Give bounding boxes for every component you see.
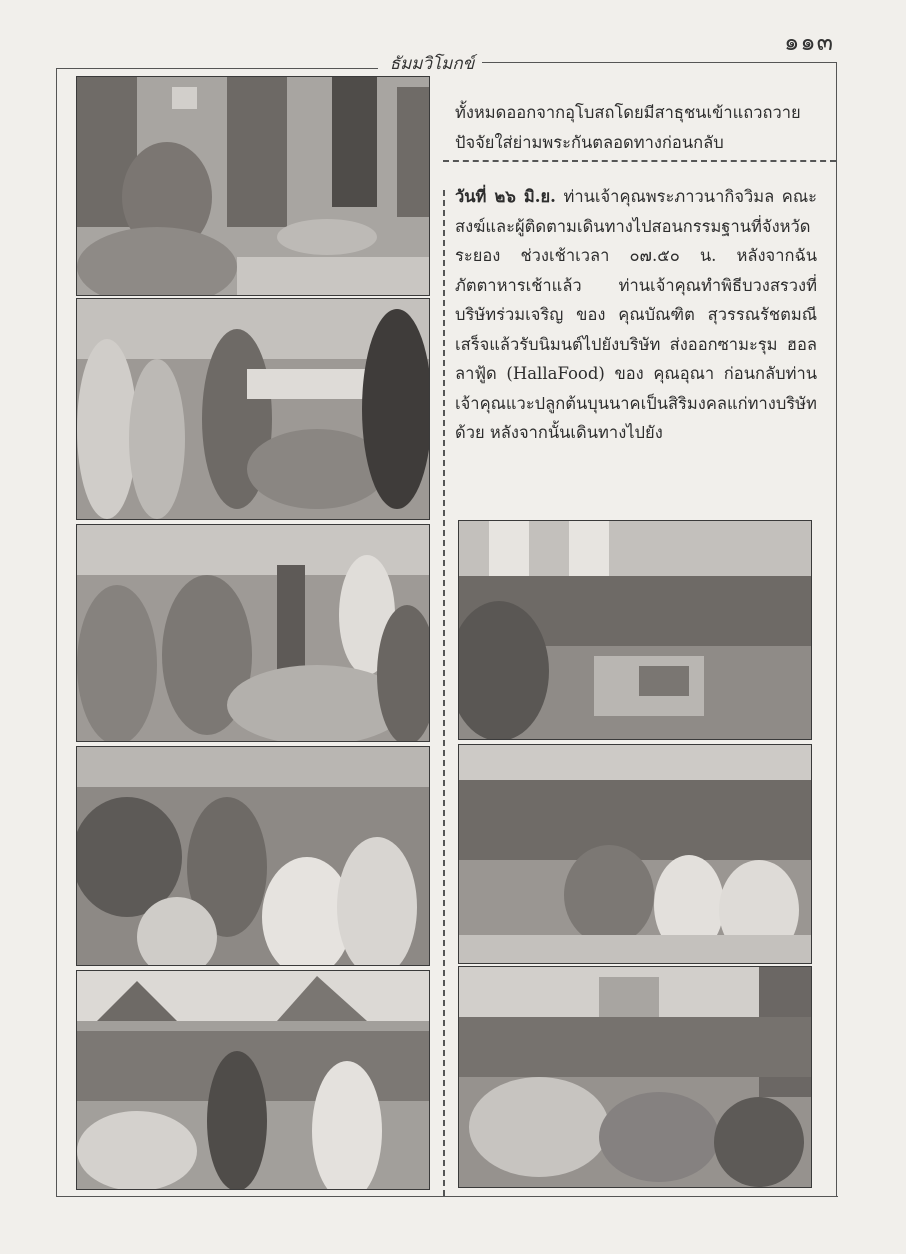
photo-ceremony-offering bbox=[76, 298, 430, 520]
frame-left-rule bbox=[56, 68, 57, 1196]
frame-top-left-rule bbox=[56, 68, 378, 69]
photo-outdoor-gathering bbox=[76, 970, 430, 1190]
photo-blessing-shrine bbox=[76, 524, 430, 742]
photo-placeholder-graphic bbox=[77, 971, 429, 1189]
frame-right-rule bbox=[836, 62, 837, 1196]
article-body: ท่านเจ้าคุณพระภาวนากิจวิมล คณะสงฆ์และผู้ติดตามเดินทางไปสอนกรรมฐานที่จังหวัดระยอง ช่วงเช้าเวลา ๐๗.๕๐ น. หลังจากฉันภัตตาหารเช้าแล้ว ท่านเจ้าคุณทำพิธีบวงสรวงที่บริษัทร่วมเจริญ ของ คุณบัณฑิต สุวรรณรัชตมณี เสร็จแล้วรับนิมนต์ไปยังบริษัท ส่งออกซามะรุม ฮอลลาฟู้ด (HallaFood) ของ คุณอุณา ก่อนกลับท่านเจ้าคุณแวะปลูกต้นบุนนาคเป็นสิริมงคลแก่ทางบริษัทด้วย หลังจากนั้นเดินทางไปยัง bbox=[455, 187, 818, 442]
photo-placeholder-graphic bbox=[77, 747, 429, 965]
section-divider bbox=[443, 160, 836, 162]
column-divider bbox=[443, 190, 445, 1196]
photo-placeholder-graphic bbox=[459, 745, 811, 963]
photo-placeholder-graphic bbox=[459, 521, 811, 739]
photo-monk-sprinkling-water bbox=[76, 76, 430, 296]
photo-placeholder-graphic bbox=[77, 299, 429, 519]
photo-placeholder-graphic bbox=[459, 967, 811, 1187]
photo-placeholder-graphic bbox=[77, 525, 429, 741]
photo-crowd-indoor bbox=[76, 746, 430, 966]
article-date: วันที่ ๒๖ มิ.ย. bbox=[455, 187, 556, 206]
frame-bottom-rule bbox=[56, 1196, 838, 1197]
article-paragraph bbox=[455, 182, 817, 448]
page-number: ๑๑๓ bbox=[784, 28, 834, 56]
intro-paragraph: ทั้งหมดออกจากอุโบสถโดยมีสาธุชนเข้าแถวถวายปัจจัยใส่ย่ามพระกันตลอดทางก่อนกลับ bbox=[455, 103, 801, 152]
photo-seated-devotees bbox=[458, 744, 812, 964]
photo-placeholder-graphic bbox=[77, 77, 429, 295]
photo-shrine-room-group bbox=[458, 966, 812, 1188]
running-header-title: ธัมมวิโมกข์ bbox=[389, 54, 475, 74]
frame-top-right-rule bbox=[482, 62, 837, 63]
photo-meditation-hall bbox=[458, 520, 812, 740]
